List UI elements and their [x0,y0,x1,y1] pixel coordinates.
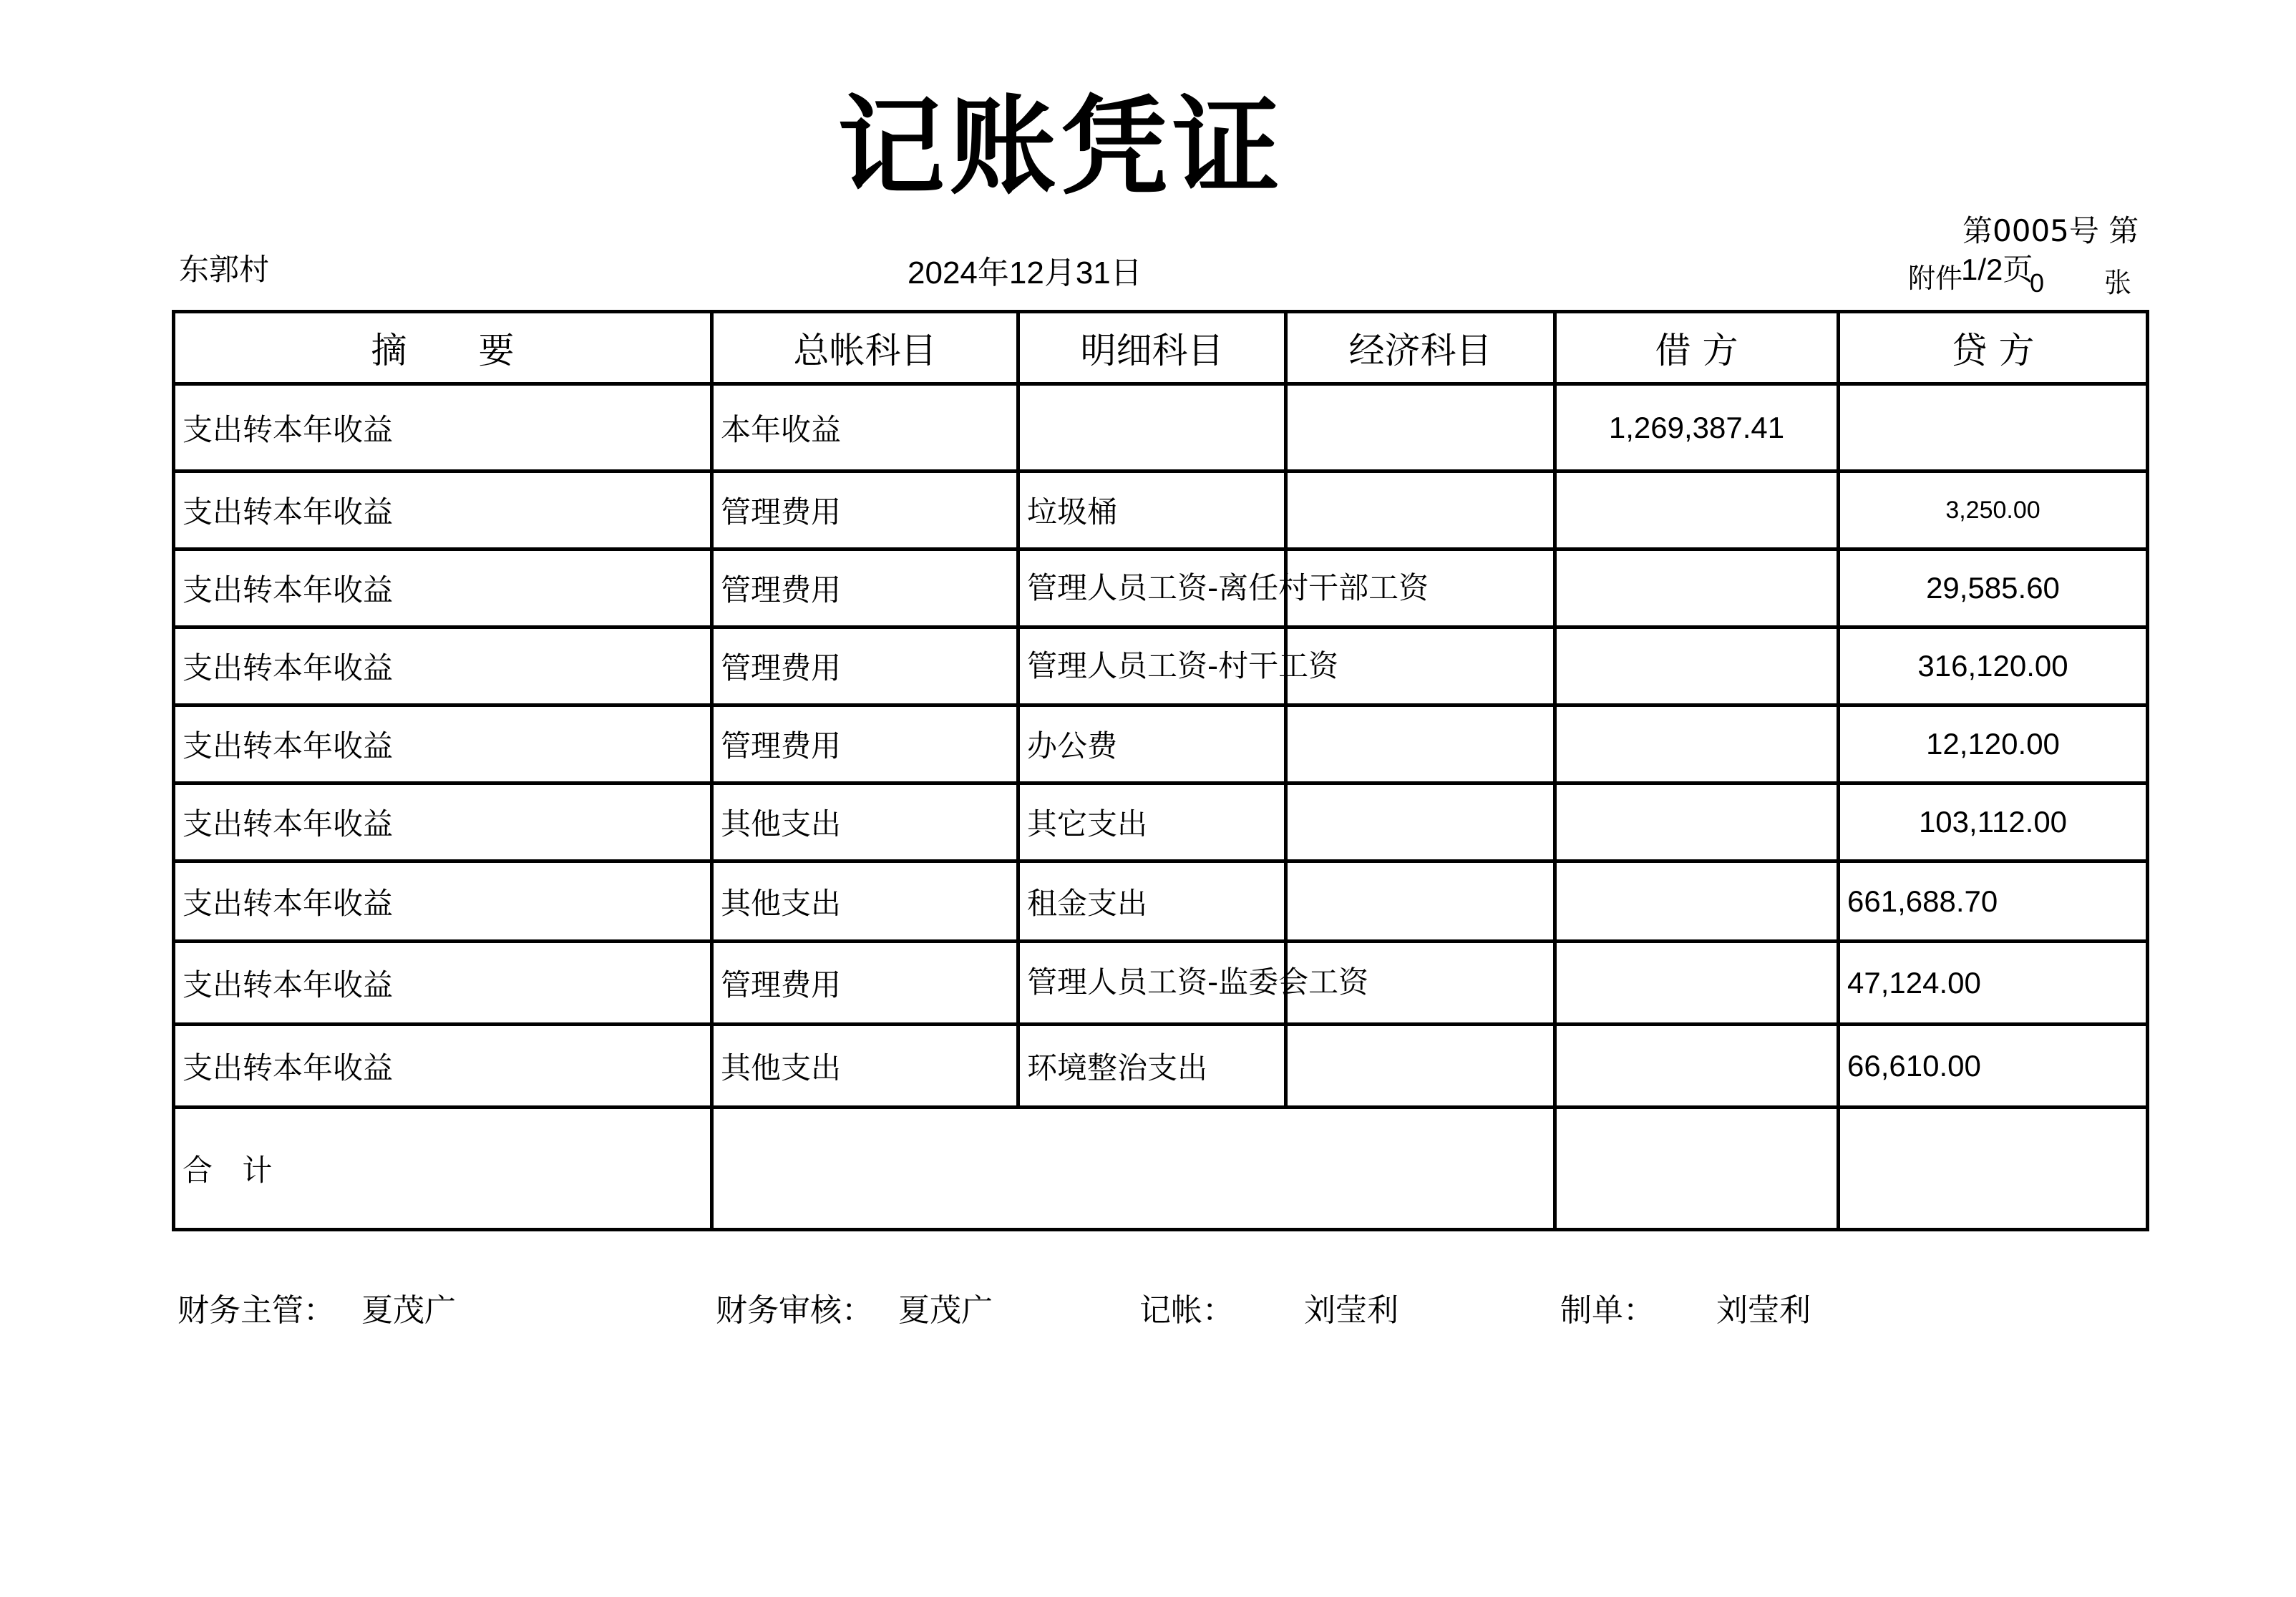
attachment-unit: 张 [2104,267,2132,298]
row-economic-account [1286,861,1555,942]
row-credit: 103,112.00 [1839,783,2148,861]
unit-name: 东郭村 [179,252,270,287]
attachment-label: 附件 [1908,263,1963,294]
row-credit: 661,688.70 [1839,861,2148,942]
finance-manager-name: 夏茂广 [361,1292,456,1329]
preparer-name: 刘莹利 [1716,1292,1811,1329]
row-credit: 29,585.60 [1839,550,2148,627]
row-general-account: 其他支出 [712,861,1018,942]
finance-audit-name: 夏茂广 [898,1292,993,1329]
attachment-count: 0 [2030,268,2045,298]
finance-audit-label: 财务审核： [716,1292,873,1329]
row-detail-account: 租金支出 [1018,861,1286,942]
voucher-number: 第0005号 第 [1962,213,2139,248]
row-credit: 47,124.00 [1839,942,2148,1025]
row-summary: 支出转本年收益 [174,861,712,942]
row-summary: 支出转本年收益 [174,550,712,627]
total-debit [1555,1108,1839,1230]
page-number: 1/2页 [1961,253,2033,286]
row-detail-account: 办公费 [1018,705,1286,783]
row-credit: 316,120.00 [1839,627,2148,705]
table-row [174,783,2148,861]
preparer-label: 制单： [1560,1292,1655,1329]
total-label: 合 计 [174,1108,712,1230]
row-economic-account [1286,384,1555,472]
row-debit [1555,861,1839,942]
row-credit: 12,120.00 [1839,705,2148,783]
row-detail-account: 垃圾桶 [1018,472,1286,550]
row-economic-account [1286,472,1555,550]
table-row [174,1025,2148,1108]
table-header-row [174,312,2148,384]
row-credit [1839,384,2148,472]
table-row [174,472,2148,550]
total-accounts-cell [712,1108,1555,1230]
row-economic-account [1286,1025,1555,1108]
row-general-account: 管理费用 [712,472,1018,550]
row-debit [1555,472,1839,550]
row-debit: 1,269,387.41 [1555,384,1839,472]
row-debit [1555,550,1839,627]
voucher-date: 2024年12月31日 [908,255,1142,290]
row-detail-account [1018,384,1286,472]
row-general-account: 管理费用 [712,627,1018,705]
row-summary: 支出转本年收益 [174,627,712,705]
table-row [174,861,2148,942]
row-summary: 支出转本年收益 [174,942,712,1025]
row-debit [1555,942,1839,1025]
column-economic-account: 经济科目 [1286,312,1555,384]
finance-manager-label: 财务主管： [177,1292,335,1329]
row-credit: 66,610.00 [1839,1025,2148,1108]
bookkeeper-name: 刘莹利 [1304,1292,1398,1329]
voucher-table [172,310,2149,1231]
row-debit [1555,627,1839,705]
row-summary: 支出转本年收益 [174,1025,712,1108]
table-row [174,942,2148,1025]
row-general-account: 其他支出 [712,783,1018,861]
column-credit: 贷 方 [1839,312,2148,384]
row-detail-account: 其它支出 [1018,783,1286,861]
total-row [174,1108,2148,1230]
row-general-account: 管理费用 [712,550,1018,627]
total-credit [1839,1108,2148,1230]
row-summary: 支出转本年收益 [174,705,712,783]
bookkeeper-label: 记帐： [1139,1292,1234,1329]
row-summary: 支出转本年收益 [174,472,712,550]
row-debit [1555,1025,1839,1108]
column-detail-account: 明细科目 [1018,312,1286,384]
column-summary: 摘 要 [174,312,712,384]
row-economic-account [1286,783,1555,861]
row-credit: 3,250.00 [1839,472,2148,550]
row-debit [1555,705,1839,783]
row-summary: 支出转本年收益 [174,384,712,472]
row-detail-account: 管理人员工资-离任村干部工资 [1018,550,1286,627]
voucher-title: 记账凭证 [837,84,1285,210]
table-row [174,384,2148,472]
row-general-account: 管理费用 [712,942,1018,1025]
table-row [174,550,2148,627]
row-detail-account: 管理人员工资-监委会工资 [1018,942,1286,1025]
table-row [174,627,2148,705]
column-general-account: 总帐科目 [712,312,1018,384]
row-detail-account: 环境整治支出 [1018,1025,1286,1108]
row-summary: 支出转本年收益 [174,783,712,861]
row-detail-account: 管理人员工资-村干工资 [1018,627,1286,705]
row-general-account: 其他支出 [712,1025,1018,1108]
row-general-account: 本年收益 [712,384,1018,472]
column-debit: 借 方 [1555,312,1839,384]
row-general-account: 管理费用 [712,705,1018,783]
row-economic-account [1286,705,1555,783]
table-row [174,705,2148,783]
row-debit [1555,783,1839,861]
